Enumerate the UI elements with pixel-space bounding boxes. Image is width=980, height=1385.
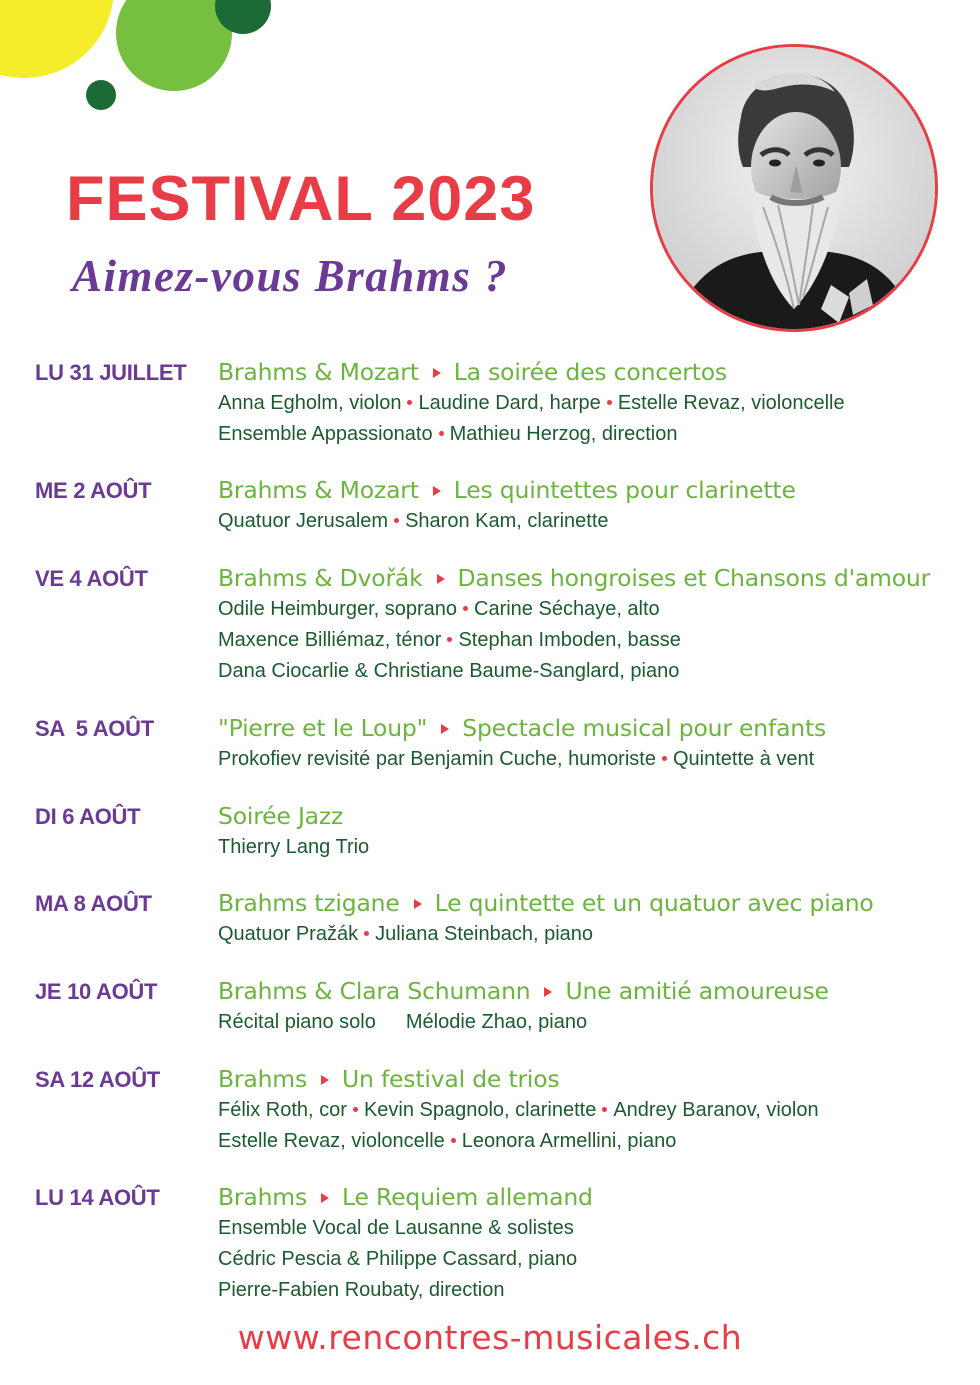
performer: Andrey Baranov, violon bbox=[613, 1099, 819, 1121]
event-title bbox=[218, 887, 958, 919]
performers-line bbox=[218, 625, 958, 656]
performer: Carine Séchaye, alto bbox=[474, 598, 660, 620]
event-date: ME 2 AOÛT bbox=[35, 478, 152, 503]
performer: Ensemble Appassionato bbox=[218, 423, 433, 445]
arrow-separator-icon bbox=[433, 368, 441, 378]
decorative-light-green-circle bbox=[116, 0, 232, 91]
performer: Quintette à vent bbox=[672, 748, 815, 770]
performers-line bbox=[218, 1095, 958, 1126]
event-date: MA 8 AOÛT bbox=[35, 891, 152, 916]
event-title-main: Brahms & Mozart bbox=[218, 358, 419, 386]
event-title-secondary: Spectacle musical pour enfants bbox=[462, 714, 827, 742]
dot-separator-icon bbox=[364, 931, 369, 936]
performers-line bbox=[218, 1213, 958, 1244]
performers-line bbox=[218, 388, 958, 419]
performers-line bbox=[218, 1126, 958, 1157]
performer: Thierry Lang Trio bbox=[218, 836, 370, 858]
performers-line bbox=[218, 832, 958, 863]
event-title bbox=[218, 1063, 958, 1095]
event-title-main: Brahms & Dvořák bbox=[218, 564, 423, 592]
performer: Estelle Revaz, violoncelle bbox=[617, 392, 845, 414]
event-title-main: Brahms bbox=[218, 1183, 308, 1211]
arrow-separator-icon bbox=[437, 574, 445, 584]
event-title-secondary: Les quintettes pour clarinette bbox=[453, 476, 796, 504]
performer: Quatuor Pražák bbox=[218, 923, 359, 945]
dot-separator-icon bbox=[602, 1107, 607, 1112]
event-details bbox=[218, 800, 958, 863]
performers-line bbox=[218, 919, 958, 950]
performer: Dana Ciocarlie & Christiane Baume-Sanglard, piano bbox=[218, 660, 680, 682]
arrow-separator-icon bbox=[433, 486, 441, 496]
event-title-main: Brahms tzigane bbox=[218, 889, 400, 917]
event-details bbox=[218, 562, 958, 687]
event-title-secondary: La soirée des concertos bbox=[453, 358, 727, 386]
event-title bbox=[218, 474, 958, 506]
arrow-separator-icon bbox=[544, 987, 552, 997]
performers-line bbox=[218, 1244, 958, 1275]
performer: Juliana Steinbach, piano bbox=[375, 923, 594, 945]
event-title bbox=[218, 562, 958, 594]
arrow-separator-icon bbox=[321, 1075, 329, 1085]
event-title bbox=[218, 975, 958, 1007]
performer: Laudine Dard, harpe bbox=[418, 392, 601, 414]
festival-subtitle: Aimez-vous Brahms ? bbox=[72, 251, 509, 301]
arrow-separator-icon bbox=[414, 899, 422, 909]
event-date: LU 14 AOÛT bbox=[35, 1185, 160, 1210]
event-title bbox=[218, 356, 958, 388]
arrow-separator-icon bbox=[441, 724, 449, 734]
performers-line bbox=[218, 656, 958, 687]
dot-separator-icon bbox=[439, 431, 444, 436]
performers-line bbox=[218, 594, 958, 625]
event-title-main: Brahms & Mozart bbox=[218, 476, 419, 504]
event-details bbox=[218, 887, 958, 950]
performer: Quatuor Jerusalem bbox=[218, 510, 389, 532]
decorative-small-dark-green-circle bbox=[86, 80, 116, 110]
performers-line bbox=[218, 1007, 958, 1038]
dot-separator-icon bbox=[353, 1107, 358, 1112]
event-details bbox=[218, 356, 958, 450]
performer: Cédric Pescia & Philippe Cassard, piano bbox=[218, 1248, 578, 1270]
event-details bbox=[218, 712, 958, 775]
performer: Maxence Billiémaz, ténor bbox=[218, 629, 442, 651]
event-date: DI 6 AOÛT bbox=[35, 804, 141, 829]
event-title-secondary: Un festival de trios bbox=[342, 1065, 560, 1093]
dot-separator-icon bbox=[394, 518, 399, 523]
performer: Odile Heimburger, soprano bbox=[218, 598, 458, 620]
performer: Récital piano solo bbox=[218, 1011, 376, 1033]
performers-line bbox=[218, 506, 958, 537]
dot-separator-icon bbox=[463, 606, 468, 611]
performer: Anna Egholm, violon bbox=[218, 392, 402, 414]
event-title bbox=[218, 800, 958, 832]
event-date: JE 10 AOÛT bbox=[35, 979, 158, 1004]
performer: Estelle Revaz, violoncelle bbox=[218, 1130, 445, 1152]
event-title-main: Brahms bbox=[218, 1065, 308, 1093]
event-date: LU 31 JUILLET bbox=[35, 360, 187, 385]
performers-line bbox=[218, 419, 958, 450]
event-date: VE 4 AOÛT bbox=[35, 566, 148, 591]
event-title bbox=[218, 1181, 958, 1213]
event-date: SA 12 AOÛT bbox=[35, 1067, 160, 1092]
decorative-yellow-circle bbox=[0, 0, 114, 78]
event-title-main: Soirée Jazz bbox=[218, 802, 344, 830]
website-link[interactable]: www.rencontres-musicales.ch bbox=[237, 1318, 743, 1357]
event-details bbox=[218, 975, 958, 1038]
dot-separator-icon bbox=[407, 400, 412, 405]
performers-line bbox=[218, 1275, 958, 1306]
performer: Stephan Imboden, basse bbox=[458, 629, 681, 651]
performers-line bbox=[218, 744, 958, 775]
dot-separator-icon bbox=[607, 400, 612, 405]
performer: Mathieu Herzog, direction bbox=[449, 423, 678, 445]
event-date: SA 5 AOÛT bbox=[35, 716, 154, 741]
dot-separator-icon bbox=[447, 637, 452, 642]
event-details bbox=[218, 474, 958, 537]
event-details bbox=[218, 1063, 958, 1157]
dot-separator-icon bbox=[662, 756, 667, 761]
performer: Pierre-Fabien Roubaty, direction bbox=[218, 1279, 505, 1301]
performer: Leonora Armellini, piano bbox=[461, 1130, 677, 1152]
event-title-main: Brahms & Clara Schumann bbox=[218, 977, 531, 1005]
festival-title: FESTIVAL 2023 bbox=[66, 164, 536, 234]
dot-separator-icon bbox=[451, 1138, 456, 1143]
event-title-secondary: Une amitié amoureuse bbox=[565, 977, 829, 1005]
brahms-portrait bbox=[650, 44, 938, 332]
arrow-separator-icon bbox=[321, 1193, 329, 1203]
event-title bbox=[218, 712, 958, 744]
event-title-secondary: Le quintette et un quatuor avec piano bbox=[434, 889, 874, 917]
event-title-main: "Pierre et le Loup" bbox=[218, 714, 428, 742]
event-title-secondary: Danses hongroises et Chansons d'amour bbox=[457, 564, 931, 592]
performer: Mélodie Zhao, piano bbox=[405, 1011, 588, 1033]
performer: Ensemble Vocal de Lausanne & solistes bbox=[218, 1217, 574, 1239]
performer: Prokofiev revisité par Benjamin Cuche, humoriste bbox=[218, 748, 656, 770]
performer: Kevin Spagnolo, clarinette bbox=[363, 1099, 597, 1121]
performer: Félix Roth, cor bbox=[218, 1099, 347, 1121]
performer: Sharon Kam, clarinette bbox=[405, 510, 609, 532]
event-title-secondary: Le Requiem allemand bbox=[342, 1183, 593, 1211]
event-details bbox=[218, 1181, 958, 1306]
